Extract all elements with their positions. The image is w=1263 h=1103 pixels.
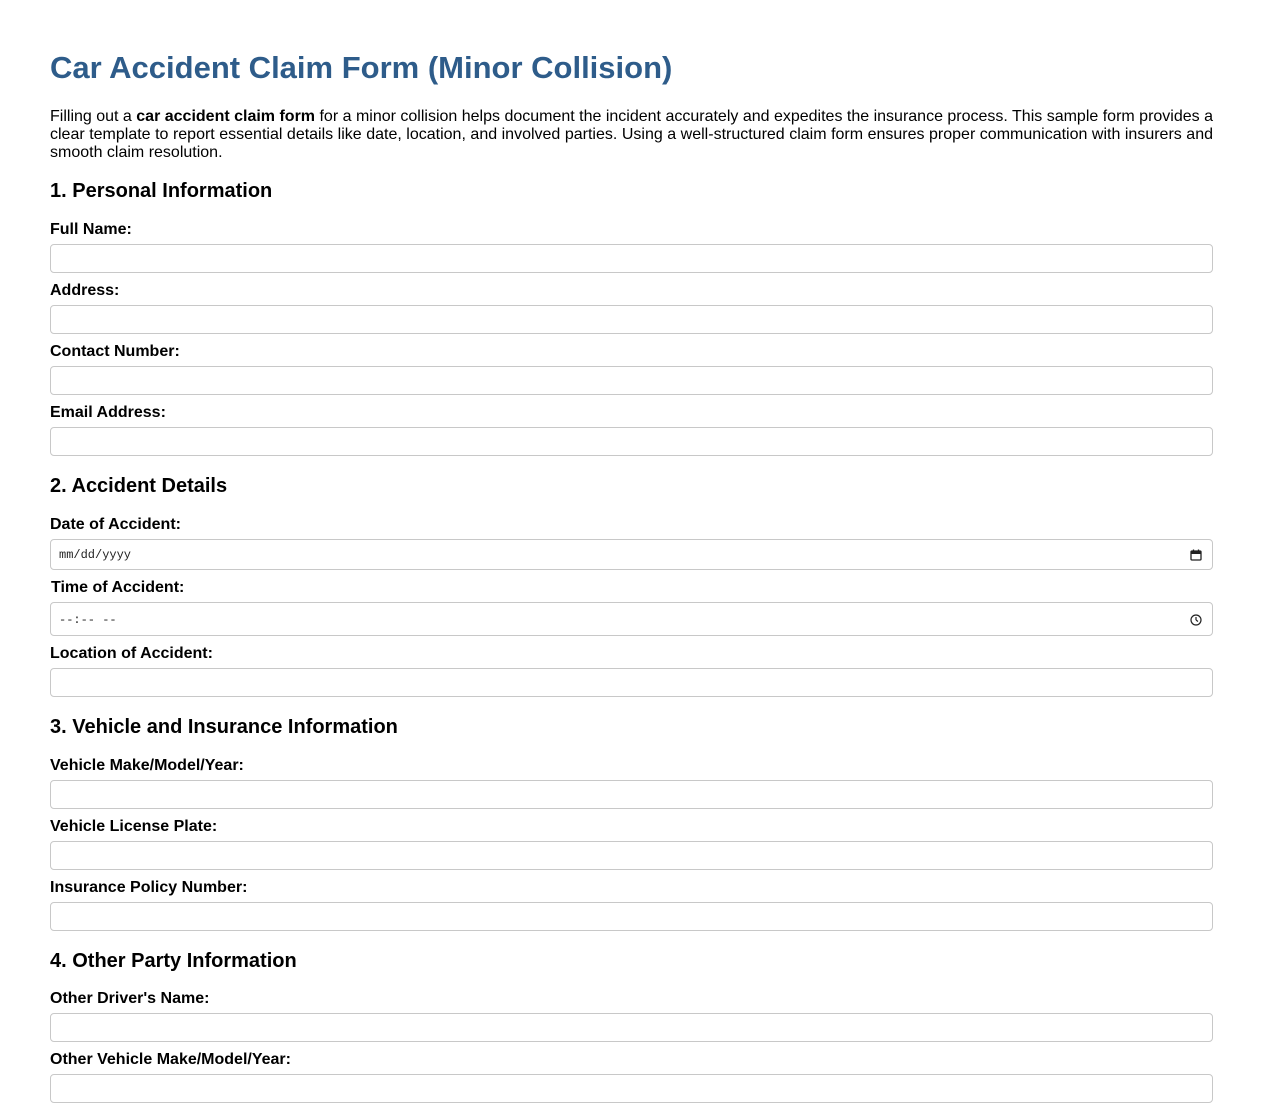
intro-text-bold: car accident claim form	[136, 108, 316, 125]
policy-number-label: Insurance Policy Number:	[50, 879, 248, 896]
other-driver-label: Other Driver's Name:	[50, 990, 210, 1007]
other-vehicle-label: Other Vehicle Make/Model/Year:	[50, 1051, 291, 1068]
other-driver-input[interactable]	[50, 1013, 1213, 1042]
time-placeholder: --:-- --	[59, 613, 117, 627]
intro-text-start: Filling out a	[50, 108, 137, 125]
section-heading-vehicle: 3. Vehicle and Insurance Information	[50, 716, 398, 738]
other-vehicle-input[interactable]	[50, 1074, 1213, 1103]
section-heading-other-party: 4. Other Party Information	[50, 950, 297, 972]
clock-icon[interactable]	[1190, 614, 1202, 626]
accident-date-input[interactable]	[50, 539, 1213, 570]
section-heading-accident: 2. Accident Details	[50, 475, 228, 497]
full-name-label: Full Name:	[50, 221, 132, 238]
intro-text-end: for a minor collision helps document the incident accurately and expedites the insurance process. This sample form provides a clear template to report essential details like date, location, and involved parties. Using a well-structured claim form ensures proper communication with insurers and smooth claim resolution.	[50, 108, 1214, 161]
date-placeholder: mm/dd/yyyy	[59, 548, 132, 562]
license-plate-input[interactable]	[50, 841, 1213, 870]
section-heading-personal: 1. Personal Information	[50, 180, 273, 202]
accident-date-label: Date of Accident:	[50, 516, 181, 533]
calendar-icon[interactable]	[1190, 549, 1202, 561]
vehicle-make-input[interactable]	[50, 780, 1213, 809]
address-input[interactable]	[50, 305, 1213, 334]
accident-time-input[interactable]	[50, 602, 1213, 636]
accident-location-label: Location of Accident:	[50, 645, 213, 662]
vehicle-make-label: Vehicle Make/Model/Year:	[50, 757, 244, 774]
email-address-label: Email Address:	[50, 404, 166, 421]
policy-number-input[interactable]	[50, 902, 1213, 931]
contact-number-input[interactable]	[50, 366, 1213, 395]
intro-paragraph	[50, 108, 1213, 162]
accident-location-input[interactable]	[50, 668, 1213, 697]
accident-time-label: Time of Accident:	[51, 579, 185, 596]
address-label: Address:	[50, 282, 120, 299]
license-plate-label: Vehicle License Plate:	[50, 818, 218, 835]
contact-number-label: Contact Number:	[50, 343, 180, 360]
full-name-input[interactable]	[50, 244, 1213, 273]
page-title: Car Accident Claim Form (Minor Collision)	[50, 50, 673, 85]
email-address-input[interactable]	[50, 427, 1213, 456]
